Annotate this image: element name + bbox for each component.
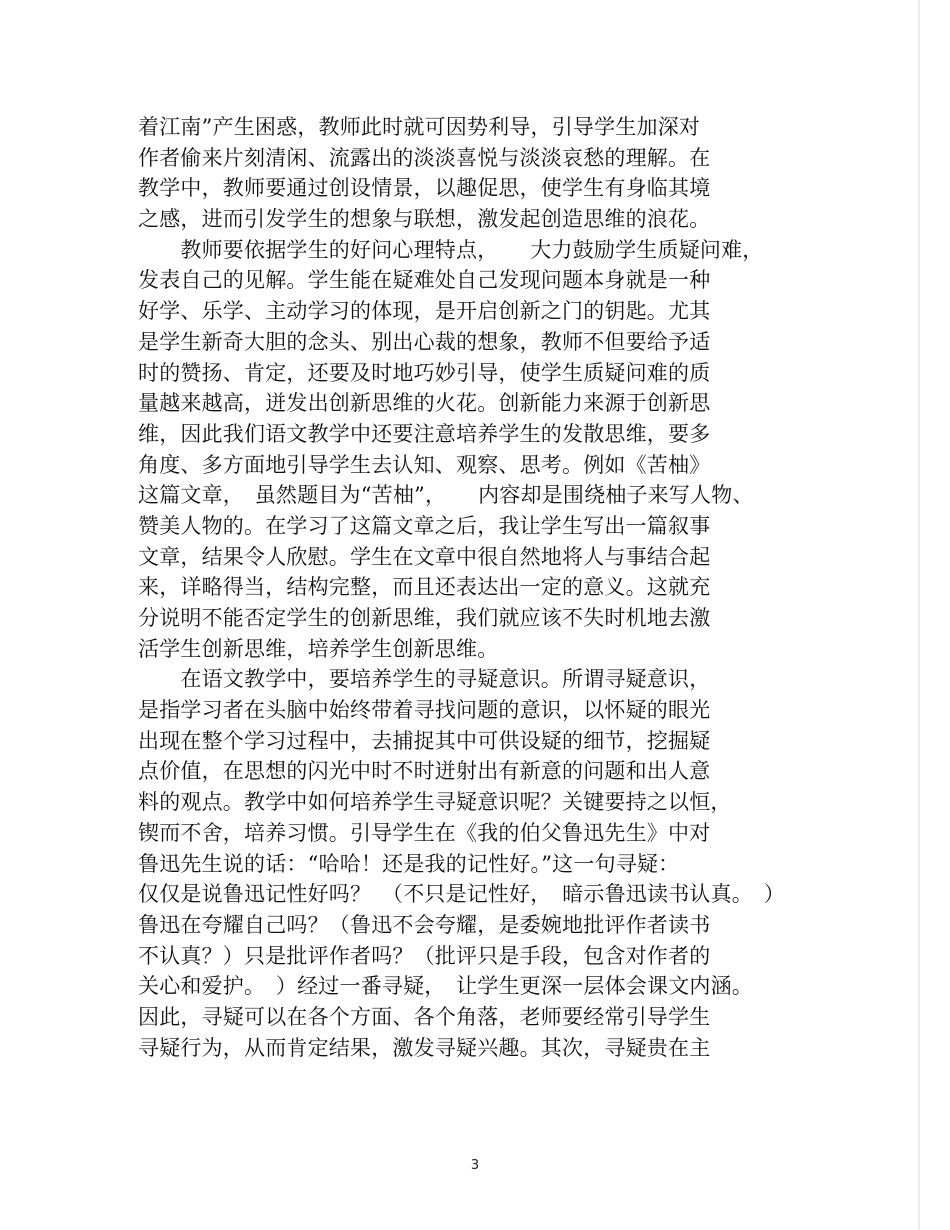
text-line: 赞美人物的。在学习了这篇文章之后，我让学生写出一篇叙事 <box>138 513 711 538</box>
text-line: 时的赞扬、肯定，还要及时地巧妙引导，使学生质疑问难的质 <box>138 360 711 385</box>
body-text <box>138 112 858 1063</box>
page-number: 3 <box>470 1158 480 1173</box>
text-line: 因此，寻疑可以在各个方面、各个角落，老师要经常引导学生 <box>138 1004 711 1029</box>
text-line: 量越来越高，迸发出创新思维的火花。创新能力来源于创新思 <box>138 391 711 416</box>
page-edge-divider <box>918 0 920 1230</box>
text-line: 是学生新奇大胆的念头、别出心裁的想象，教师不但要给予适 <box>138 329 711 354</box>
text-line: 文章，结果令人欣慰。学生在文章中很自然地将人与事结合起 <box>138 544 711 569</box>
text-line: 教学中，教师要通过创设情景，以趣促思，使学生有身临其境 <box>138 176 711 201</box>
text-line: 角度、多方面地引导学生去认知、观察、思考。例如《苦柚》 <box>138 452 711 477</box>
text-line: 不认真？）只是批评作者吗？（批评只是手段，包含对作者的 <box>138 943 711 968</box>
text-line: 鲁迅先生说的话：“哈哈！还是我的记性好。”这一句寻疑： <box>138 851 680 876</box>
text-line: 锲而不舍，培养习惯。引导学生在《我的伯父鲁迅先生》中对 <box>138 820 711 845</box>
text-line: 分说明不能否定学生的创新思维，我们就应该不失时机地去激 <box>138 606 711 630</box>
text-line: 是指学习者在头脑中始终带着寻找问题的意识，以怀疑的眼光 <box>138 698 711 723</box>
text-line: 仅仅是说鲁迅记性好吗？ （不只是记性好， 暗示鲁迅读书认真。 ） <box>138 882 785 907</box>
text-line: 好学、乐学、主动学习的体现，是开启创新之门的钥匙。尤其 <box>138 299 711 324</box>
text-line: 关心和爱护。 ）经过一番寻疑， 让学生更深一层体会课文内涵。 <box>138 974 753 999</box>
text-line: 发表自己的见解。学生能在疑难处自己发现问题本身就是一种 <box>138 268 711 293</box>
text-line: 鲁迅在夸耀自己吗？（鲁迅不会夸耀，是委婉地批评作者读书 <box>138 912 711 937</box>
text-line: 出现在整个学习过程中，去捕捉其中可供设疑的细节，挖掘疑 <box>138 728 711 753</box>
text-line: 活学生创新思维，培养学生创新思维。 <box>138 636 499 661</box>
text-line: 作者偷来片刻清闲、流露出的淡淡喜悦与淡淡哀愁的理解。在 <box>138 145 711 170</box>
text-line: 着江南”产生困惑，教师此时就可因势利导，引导学生加深对 <box>138 115 701 139</box>
text-line: 之感，进而引发学生的想象与联想，激发起创造思维的浪花。 <box>138 207 711 232</box>
text-line: 来，详略得当，结构完整，而且还表达出一定的意义。这就充 <box>138 575 711 600</box>
text-line: 在语文教学中，要培养学生的寻疑意识。所谓寻疑意识， <box>138 667 711 692</box>
text-line: 这篇文章， 虽然题目为“苦柚”， 内容却是围绕柚子来写人物、 <box>138 483 754 508</box>
text-line: 料的观点。教学中如何培养学生寻疑意识呢？关键要持之以恒， <box>138 790 732 815</box>
text-line: 寻疑行为，从而肯定结果，激发寻疑兴趣。其次，寻疑贵在主 <box>138 1035 711 1060</box>
text-line: 教师要依据学生的好问心理特点， 大力鼓励学生质疑问难， <box>138 237 764 262</box>
text-line: 维，因此我们语文教学中还要注意培养学生的发散思维，要多 <box>138 421 711 446</box>
text-line: 点价值，在思想的闪光中时不时迸射出有新意的问题和出人意 <box>138 759 711 784</box>
